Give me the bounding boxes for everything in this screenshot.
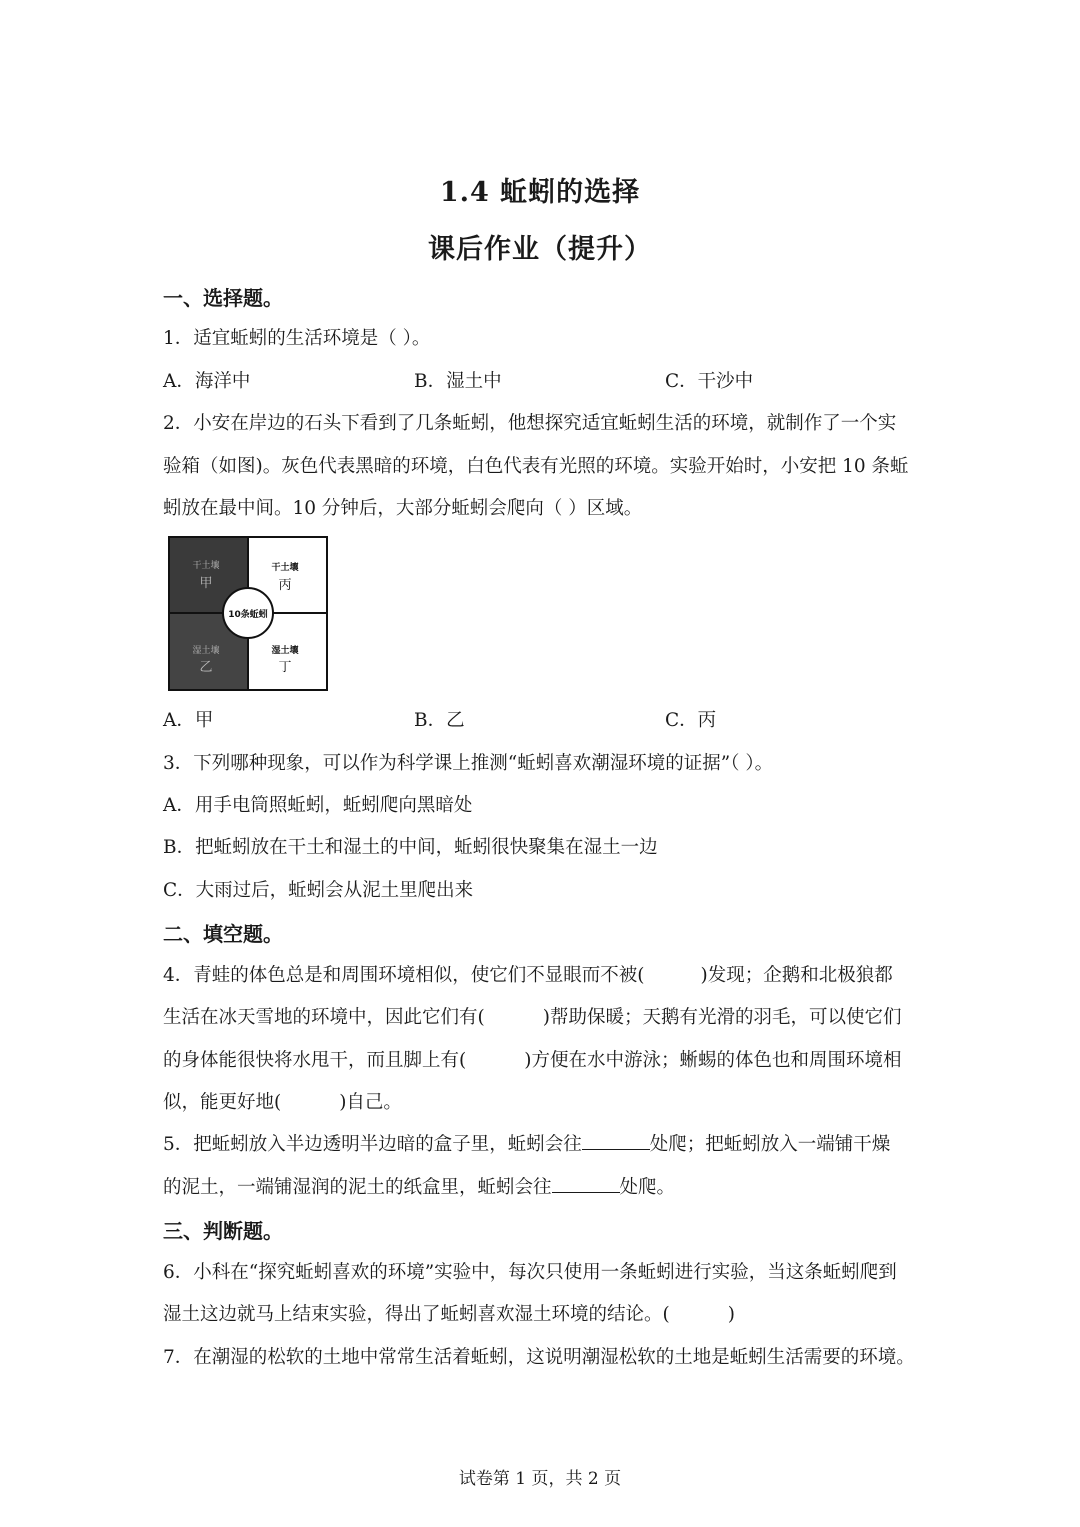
region-yi-name: 乙 (199, 660, 213, 675)
question-7: 7．在潮湿的松软的土地中常常生活着蚯蚓，这说明潮湿松软的土地是蚯蚓生活需要的环境。 (163, 1347, 915, 1368)
q6-text-2b: ) (727, 1304, 735, 1325)
section-heading-judge: 三、判断题。 (163, 1219, 283, 1243)
region-jia-name: 甲 (199, 576, 213, 591)
question-4-line-3 (163, 1046, 901, 1072)
q4-text-3b: )方便在水中游泳；蜥蜴的体色也和周围环境相 (524, 1050, 902, 1071)
question-1: 1．适宜蚯蚓的生活环境是（ ）。 (163, 328, 431, 349)
q5-blank-2[interactable] (552, 1174, 620, 1193)
q5-text-1a: 5．把蚯蚓放入半边透明半边暗的盒子里，蚯蚓会往 (163, 1134, 582, 1155)
region-ding-label: 湿土壤 (271, 646, 299, 656)
question-4-line-1 (163, 961, 893, 987)
question-4-line-2 (163, 1003, 901, 1029)
q5-blank-1[interactable] (582, 1131, 650, 1150)
region-yi-label: 湿土壤 (192, 646, 220, 656)
q2-option-a: A．甲 (163, 710, 214, 731)
q6-text-2a: 湿土这边就马上结束实验，得出了蚯蚓喜欢湿土环境的结论。( (163, 1304, 670, 1325)
q2-option-b: B．乙 (414, 710, 465, 731)
q4-text-2b: )帮助保暖；天鹅有光滑的羽毛，可以使它们 (542, 1007, 902, 1028)
center-label: 10条蚯蚓 (228, 610, 268, 620)
region-bing-label: 干土壤 (271, 563, 299, 573)
q5-text-2a: 的泥土，一端铺湿润的泥土的纸盒里，蚯蚓会往 (163, 1177, 552, 1198)
q4-text-1a: 4．青蛙的体色总是和周围环境相似，使它们不显眼而不被( (163, 965, 645, 986)
q4-text-1b: )发现；企鹅和北极狼都 (700, 965, 893, 986)
question-6-line-1: 6．小科在“探究蚯蚓喜欢的环境”实验中，每次只使用一条蚯蚓进行实验，当这条蚯蚓爬到 (163, 1262, 897, 1283)
q1-option-a: A．海洋中 (163, 371, 251, 392)
q1-option-c: C．干沙中 (665, 371, 754, 392)
experiment-box-figure (168, 536, 328, 691)
page-title: 1.4 蚯蚓的选择 (439, 177, 641, 208)
q3-option-c: C．大雨过后，蚯蚓会从泥土里爬出来 (163, 880, 474, 901)
question-5-line-2 (163, 1173, 675, 1199)
page-subtitle: 课后作业（提升） (428, 234, 652, 265)
q4-text-4b: )自己。 (339, 1092, 402, 1113)
question-3: 3．下列哪种现象，可以作为科学课上推测“蚯蚓喜欢潮湿环境的证据”（ ）。 (163, 753, 774, 774)
q4-text-3a: 的身体能很快将水甩干，而且脚上有( (163, 1050, 467, 1071)
question-4-line-4 (163, 1088, 402, 1114)
region-bing-name: 丙 (278, 578, 292, 593)
question-2-line-3: 蚓放在最中间。10 分钟后，大部分蚯蚓会爬向（ ）区域。 (163, 498, 643, 519)
question-6-line-2 (163, 1300, 735, 1326)
q4-text-4a: 似，能更好地( (163, 1092, 282, 1113)
q4-text-2a: 生活在冰天雪地的环境中，因此它们有( (163, 1007, 485, 1028)
question-2-line-1: 2．小安在岸边的石头下看到了几条蚯蚓，他想探究适宜蚯蚓生活的环境，就制作了一个实 (163, 413, 897, 434)
question-5-line-1 (163, 1130, 890, 1156)
page-footer: 试卷第 1 页，共 2 页 (458, 1469, 622, 1489)
q1-option-b: B．湿土中 (414, 371, 502, 392)
q5-text-2b: 处爬。 (619, 1177, 676, 1198)
q3-option-a: A．用手电筒照蚯蚓，蚯蚓爬向黑暗处 (163, 795, 473, 816)
region-jia-label: 干土壤 (192, 561, 220, 571)
q2-option-c: C．丙 (665, 710, 717, 731)
question-2-line-2: 验箱（如图)。灰色代表黑暗的环境，白色代表有光照的环境。实验开始时，小安把 10 条蚯 (163, 456, 909, 477)
region-ding-name: 丁 (278, 660, 292, 675)
q5-text-1b: 处爬；把蚯蚓放入一端铺干燥 (649, 1134, 891, 1155)
q3-option-b: B．把蚯蚓放在干土和湿土的中间，蚯蚓很快聚集在湿土一边 (163, 837, 658, 858)
section-heading-choice: 一、选择题。 (163, 286, 283, 310)
section-heading-fill: 二、填空题。 (163, 922, 283, 946)
